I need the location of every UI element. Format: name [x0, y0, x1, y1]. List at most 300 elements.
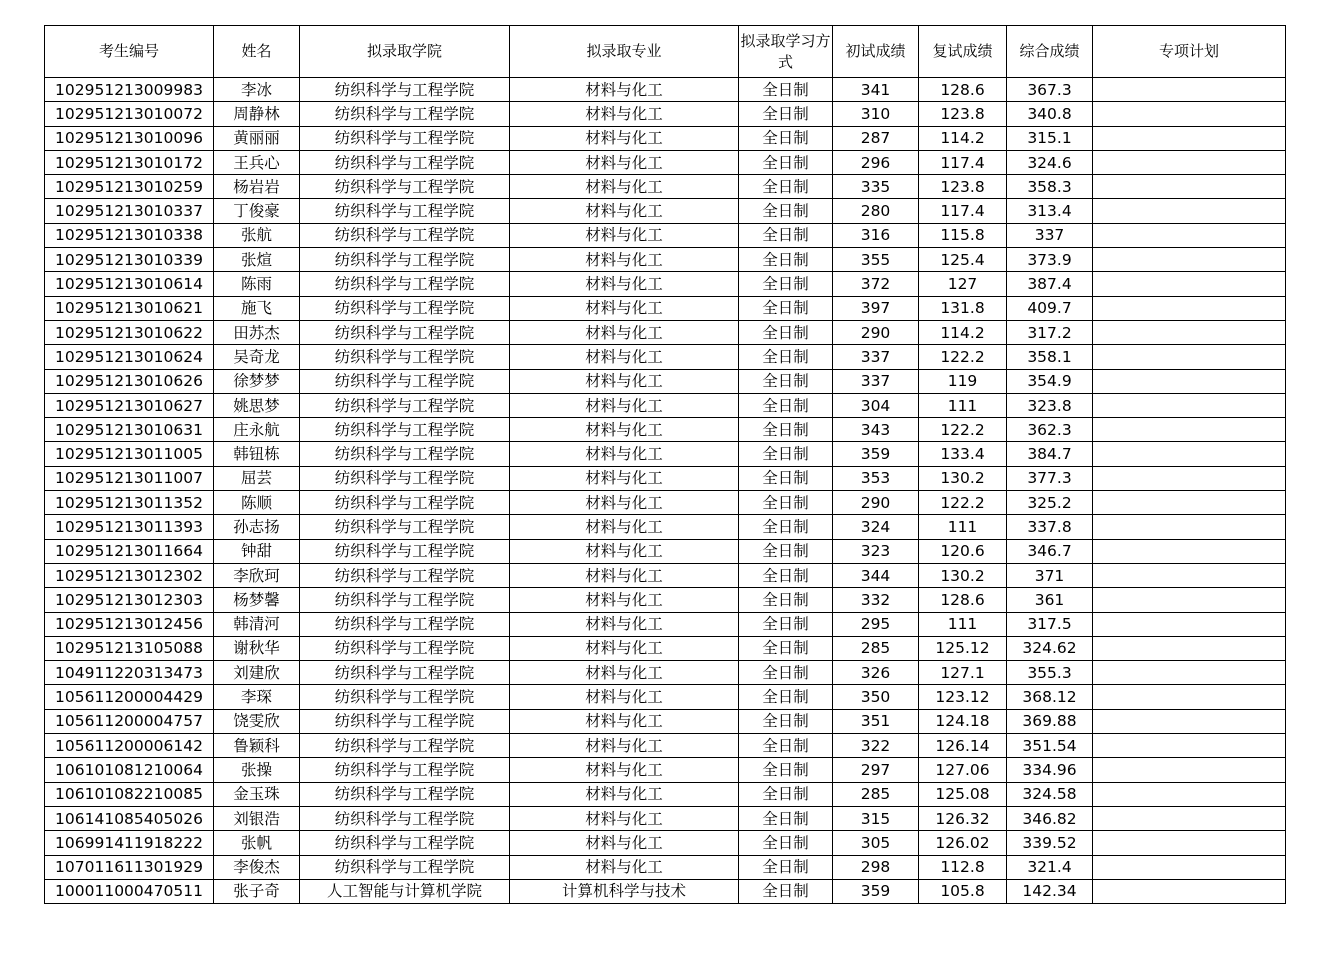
- table-row: [45, 709, 1286, 733]
- major-cell: 材料与化工: [510, 272, 739, 296]
- name-cell: 鲁颖科: [214, 734, 300, 758]
- study-mode-cell: 全日制: [739, 539, 833, 563]
- college-cell: 纺织科学与工程学院: [300, 126, 510, 150]
- name-cell: 王兵心: [214, 150, 300, 174]
- col-header-initial-score: 初试成绩: [833, 26, 919, 78]
- special-plan-cell: [1093, 466, 1286, 490]
- initial-score-cell: 397: [833, 296, 919, 320]
- major-cell: 材料与化工: [510, 393, 739, 417]
- table-row: [45, 272, 1286, 296]
- major-cell: 计算机科学与技术: [510, 879, 739, 903]
- retest-score-cell: 117.4: [919, 150, 1007, 174]
- name-cell: 陈雨: [214, 272, 300, 296]
- study-mode-cell: 全日制: [739, 102, 833, 126]
- retest-score-cell: 126.02: [919, 831, 1007, 855]
- candidate-id-cell: 102951213010631: [45, 418, 214, 442]
- special-plan-cell: [1093, 345, 1286, 369]
- total-score-cell: 346.82: [1007, 806, 1093, 830]
- candidate-id-cell: 102951213011005: [45, 442, 214, 466]
- retest-score-cell: 111: [919, 515, 1007, 539]
- special-plan-cell: [1093, 296, 1286, 320]
- college-cell: 纺织科学与工程学院: [300, 661, 510, 685]
- col-header-retest-score: 复试成绩: [919, 26, 1007, 78]
- study-mode-cell: 全日制: [739, 806, 833, 830]
- col-header-major: 拟录取专业: [510, 26, 739, 78]
- study-mode-cell: 全日制: [739, 345, 833, 369]
- name-cell: 屈芸: [214, 466, 300, 490]
- name-cell: 姚思梦: [214, 393, 300, 417]
- college-cell: 纺织科学与工程学院: [300, 782, 510, 806]
- total-score-cell: 361: [1007, 588, 1093, 612]
- candidate-id-cell: 100011000470511: [45, 879, 214, 903]
- table-row: [45, 248, 1286, 272]
- college-cell: 纺织科学与工程学院: [300, 320, 510, 344]
- study-mode-cell: 全日制: [739, 515, 833, 539]
- retest-score-cell: 122.2: [919, 418, 1007, 442]
- table-row: [45, 831, 1286, 855]
- initial-score-cell: 359: [833, 879, 919, 903]
- table-row: [45, 78, 1286, 102]
- retest-score-cell: 131.8: [919, 296, 1007, 320]
- college-cell: 纺织科学与工程学院: [300, 150, 510, 174]
- retest-score-cell: 128.6: [919, 588, 1007, 612]
- study-mode-cell: 全日制: [739, 272, 833, 296]
- total-score-cell: 367.3: [1007, 78, 1093, 102]
- candidate-id-cell: 105611200004429: [45, 685, 214, 709]
- major-cell: 材料与化工: [510, 442, 739, 466]
- initial-score-cell: 324: [833, 515, 919, 539]
- initial-score-cell: 323: [833, 539, 919, 563]
- special-plan-cell: [1093, 393, 1286, 417]
- candidate-id-cell: 102951213012302: [45, 563, 214, 587]
- name-cell: 韩清河: [214, 612, 300, 636]
- study-mode-cell: 全日制: [739, 709, 833, 733]
- retest-score-cell: 123.8: [919, 175, 1007, 199]
- major-cell: 材料与化工: [510, 102, 739, 126]
- table-row: [45, 685, 1286, 709]
- major-cell: 材料与化工: [510, 563, 739, 587]
- candidate-id-cell: 102951213010627: [45, 393, 214, 417]
- table-row: [45, 296, 1286, 320]
- college-cell: 纺织科学与工程学院: [300, 636, 510, 660]
- special-plan-cell: [1093, 248, 1286, 272]
- major-cell: 材料与化工: [510, 588, 739, 612]
- initial-score-cell: 337: [833, 345, 919, 369]
- initial-score-cell: 287: [833, 126, 919, 150]
- col-header-special-plan: 专项计划: [1093, 26, 1286, 78]
- total-score-cell: 358.1: [1007, 345, 1093, 369]
- college-cell: 纺织科学与工程学院: [300, 199, 510, 223]
- special-plan-cell: [1093, 855, 1286, 879]
- major-cell: 材料与化工: [510, 78, 739, 102]
- candidate-id-cell: 102951213012456: [45, 612, 214, 636]
- study-mode-cell: 全日制: [739, 296, 833, 320]
- retest-score-cell: 128.6: [919, 78, 1007, 102]
- initial-score-cell: 341: [833, 78, 919, 102]
- college-cell: 纺织科学与工程学院: [300, 345, 510, 369]
- name-cell: 施飞: [214, 296, 300, 320]
- retest-score-cell: 120.6: [919, 539, 1007, 563]
- special-plan-cell: [1093, 758, 1286, 782]
- retest-score-cell: 133.4: [919, 442, 1007, 466]
- table-row: [45, 879, 1286, 903]
- special-plan-cell: [1093, 102, 1286, 126]
- initial-score-cell: 315: [833, 806, 919, 830]
- study-mode-cell: 全日制: [739, 782, 833, 806]
- candidate-id-cell: 106141085405026: [45, 806, 214, 830]
- initial-score-cell: 350: [833, 685, 919, 709]
- total-score-cell: 325.2: [1007, 491, 1093, 515]
- college-cell: 纺织科学与工程学院: [300, 442, 510, 466]
- initial-score-cell: 298: [833, 855, 919, 879]
- table-row: [45, 855, 1286, 879]
- total-score-cell: 317.5: [1007, 612, 1093, 636]
- retest-score-cell: 127.06: [919, 758, 1007, 782]
- total-score-cell: 317.2: [1007, 320, 1093, 344]
- study-mode-cell: 全日制: [739, 369, 833, 393]
- major-cell: 材料与化工: [510, 539, 739, 563]
- total-score-cell: 355.3: [1007, 661, 1093, 685]
- candidate-id-cell: 102951213105088: [45, 636, 214, 660]
- college-cell: 纺织科学与工程学院: [300, 491, 510, 515]
- initial-score-cell: 296: [833, 150, 919, 174]
- total-score-cell: 340.8: [1007, 102, 1093, 126]
- major-cell: 材料与化工: [510, 612, 739, 636]
- name-cell: 庄永航: [214, 418, 300, 442]
- initial-score-cell: 344: [833, 563, 919, 587]
- total-score-cell: 337.8: [1007, 515, 1093, 539]
- name-cell: 李琛: [214, 685, 300, 709]
- table-row: [45, 418, 1286, 442]
- special-plan-cell: [1093, 150, 1286, 174]
- name-cell: 张煊: [214, 248, 300, 272]
- major-cell: 材料与化工: [510, 126, 739, 150]
- total-score-cell: 358.3: [1007, 175, 1093, 199]
- name-cell: 张航: [214, 223, 300, 247]
- major-cell: 材料与化工: [510, 758, 739, 782]
- name-cell: 田苏杰: [214, 320, 300, 344]
- major-cell: 材料与化工: [510, 782, 739, 806]
- candidate-id-cell: 102951213010339: [45, 248, 214, 272]
- major-cell: 材料与化工: [510, 248, 739, 272]
- special-plan-cell: [1093, 272, 1286, 296]
- initial-score-cell: 304: [833, 393, 919, 417]
- special-plan-cell: [1093, 539, 1286, 563]
- study-mode-cell: 全日制: [739, 223, 833, 247]
- name-cell: 李欣珂: [214, 563, 300, 587]
- college-cell: 纺织科学与工程学院: [300, 78, 510, 102]
- study-mode-cell: 全日制: [739, 636, 833, 660]
- candidate-id-cell: 102951213010072: [45, 102, 214, 126]
- major-cell: 材料与化工: [510, 175, 739, 199]
- name-cell: 陈顺: [214, 491, 300, 515]
- major-cell: 材料与化工: [510, 369, 739, 393]
- initial-score-cell: 353: [833, 466, 919, 490]
- study-mode-cell: 全日制: [739, 199, 833, 223]
- special-plan-cell: [1093, 661, 1286, 685]
- study-mode-cell: 全日制: [739, 418, 833, 442]
- special-plan-cell: [1093, 175, 1286, 199]
- study-mode-cell: 全日制: [739, 491, 833, 515]
- college-cell: 纺织科学与工程学院: [300, 369, 510, 393]
- study-mode-cell: 全日制: [739, 126, 833, 150]
- study-mode-cell: 全日制: [739, 685, 833, 709]
- total-score-cell: 323.8: [1007, 393, 1093, 417]
- college-cell: 纺织科学与工程学院: [300, 272, 510, 296]
- study-mode-cell: 全日制: [739, 855, 833, 879]
- special-plan-cell: [1093, 806, 1286, 830]
- initial-score-cell: 322: [833, 734, 919, 758]
- retest-score-cell: 125.4: [919, 248, 1007, 272]
- retest-score-cell: 123.12: [919, 685, 1007, 709]
- total-score-cell: 321.4: [1007, 855, 1093, 879]
- college-cell: 纺织科学与工程学院: [300, 539, 510, 563]
- special-plan-cell: [1093, 563, 1286, 587]
- admission-table: [44, 25, 1286, 904]
- retest-score-cell: 115.8: [919, 223, 1007, 247]
- name-cell: 张操: [214, 758, 300, 782]
- study-mode-cell: 全日制: [739, 78, 833, 102]
- total-score-cell: 384.7: [1007, 442, 1093, 466]
- college-cell: 人工智能与计算机学院: [300, 879, 510, 903]
- retest-score-cell: 122.2: [919, 491, 1007, 515]
- table-row: [45, 563, 1286, 587]
- retest-score-cell: 124.18: [919, 709, 1007, 733]
- major-cell: 材料与化工: [510, 418, 739, 442]
- major-cell: 材料与化工: [510, 150, 739, 174]
- initial-score-cell: 285: [833, 782, 919, 806]
- table-row: [45, 199, 1286, 223]
- retest-score-cell: 130.2: [919, 466, 1007, 490]
- name-cell: 张帆: [214, 831, 300, 855]
- initial-score-cell: 359: [833, 442, 919, 466]
- table-body: [45, 78, 1286, 904]
- initial-score-cell: 280: [833, 199, 919, 223]
- col-header-college: 拟录取学院: [300, 26, 510, 78]
- retest-score-cell: 114.2: [919, 320, 1007, 344]
- total-score-cell: 373.9: [1007, 248, 1093, 272]
- initial-score-cell: 343: [833, 418, 919, 442]
- table-row: [45, 369, 1286, 393]
- candidate-id-cell: 106101082210085: [45, 782, 214, 806]
- retest-score-cell: 111: [919, 612, 1007, 636]
- total-score-cell: 362.3: [1007, 418, 1093, 442]
- major-cell: 材料与化工: [510, 734, 739, 758]
- table-row: [45, 175, 1286, 199]
- candidate-id-cell: 102951213010624: [45, 345, 214, 369]
- candidate-id-cell: 106101081210064: [45, 758, 214, 782]
- total-score-cell: 377.3: [1007, 466, 1093, 490]
- study-mode-cell: 全日制: [739, 175, 833, 199]
- name-cell: 饶雯欣: [214, 709, 300, 733]
- initial-score-cell: 310: [833, 102, 919, 126]
- name-cell: 刘建欣: [214, 661, 300, 685]
- retest-score-cell: 123.8: [919, 102, 1007, 126]
- special-plan-cell: [1093, 199, 1286, 223]
- initial-score-cell: 351: [833, 709, 919, 733]
- table-row: [45, 636, 1286, 660]
- retest-score-cell: 111: [919, 393, 1007, 417]
- major-cell: 材料与化工: [510, 709, 739, 733]
- name-cell: 杨梦馨: [214, 588, 300, 612]
- name-cell: 李冰: [214, 78, 300, 102]
- table-header: [45, 26, 1286, 78]
- major-cell: 材料与化工: [510, 636, 739, 660]
- table-row: [45, 223, 1286, 247]
- table-row: [45, 126, 1286, 150]
- table-row: [45, 588, 1286, 612]
- candidate-id-cell: 102951213010622: [45, 320, 214, 344]
- special-plan-cell: [1093, 685, 1286, 709]
- special-plan-cell: [1093, 879, 1286, 903]
- total-score-cell: 337: [1007, 223, 1093, 247]
- candidate-id-cell: 102951213010614: [45, 272, 214, 296]
- table-row: [45, 782, 1286, 806]
- retest-score-cell: 127.1: [919, 661, 1007, 685]
- retest-score-cell: 126.32: [919, 806, 1007, 830]
- major-cell: 材料与化工: [510, 223, 739, 247]
- retest-score-cell: 126.14: [919, 734, 1007, 758]
- total-score-cell: 409.7: [1007, 296, 1093, 320]
- name-cell: 钟甜: [214, 539, 300, 563]
- study-mode-cell: 全日制: [739, 393, 833, 417]
- name-cell: 杨岩岩: [214, 175, 300, 199]
- retest-score-cell: 122.2: [919, 345, 1007, 369]
- candidate-id-cell: 106991411918222: [45, 831, 214, 855]
- table-row: [45, 345, 1286, 369]
- table-row: [45, 734, 1286, 758]
- college-cell: 纺织科学与工程学院: [300, 612, 510, 636]
- major-cell: 材料与化工: [510, 296, 739, 320]
- special-plan-cell: [1093, 442, 1286, 466]
- college-cell: 纺织科学与工程学院: [300, 734, 510, 758]
- special-plan-cell: [1093, 223, 1286, 247]
- table-row: [45, 806, 1286, 830]
- major-cell: 材料与化工: [510, 831, 739, 855]
- candidate-id-cell: 102951213012303: [45, 588, 214, 612]
- study-mode-cell: 全日制: [739, 320, 833, 344]
- table-row: [45, 320, 1286, 344]
- special-plan-cell: [1093, 78, 1286, 102]
- total-score-cell: 346.7: [1007, 539, 1093, 563]
- major-cell: 材料与化工: [510, 806, 739, 830]
- study-mode-cell: 全日制: [739, 612, 833, 636]
- total-score-cell: 313.4: [1007, 199, 1093, 223]
- study-mode-cell: 全日制: [739, 466, 833, 490]
- candidate-id-cell: 102951213010621: [45, 296, 214, 320]
- college-cell: 纺织科学与工程学院: [300, 758, 510, 782]
- table-row: [45, 661, 1286, 685]
- total-score-cell: 354.9: [1007, 369, 1093, 393]
- special-plan-cell: [1093, 734, 1286, 758]
- name-cell: 刘银浩: [214, 806, 300, 830]
- total-score-cell: 324.6: [1007, 150, 1093, 174]
- col-header-name: 姓名: [214, 26, 300, 78]
- total-score-cell: 315.1: [1007, 126, 1093, 150]
- initial-score-cell: 326: [833, 661, 919, 685]
- total-score-cell: 324.62: [1007, 636, 1093, 660]
- total-score-cell: 334.96: [1007, 758, 1093, 782]
- study-mode-cell: 全日制: [739, 588, 833, 612]
- candidate-id-cell: 107011611301929: [45, 855, 214, 879]
- table-row: [45, 612, 1286, 636]
- retest-score-cell: 125.12: [919, 636, 1007, 660]
- retest-score-cell: 105.8: [919, 879, 1007, 903]
- study-mode-cell: 全日制: [739, 831, 833, 855]
- retest-score-cell: 114.2: [919, 126, 1007, 150]
- total-score-cell: 351.54: [1007, 734, 1093, 758]
- table-row: [45, 466, 1286, 490]
- initial-score-cell: 297: [833, 758, 919, 782]
- college-cell: 纺织科学与工程学院: [300, 393, 510, 417]
- candidate-id-cell: 102951213010259: [45, 175, 214, 199]
- table-row: [45, 150, 1286, 174]
- college-cell: 纺织科学与工程学院: [300, 855, 510, 879]
- study-mode-cell: 全日制: [739, 442, 833, 466]
- table-row: [45, 393, 1286, 417]
- major-cell: 材料与化工: [510, 661, 739, 685]
- table-row: [45, 442, 1286, 466]
- college-cell: 纺织科学与工程学院: [300, 709, 510, 733]
- retest-score-cell: 125.08: [919, 782, 1007, 806]
- college-cell: 纺织科学与工程学院: [300, 418, 510, 442]
- candidate-id-cell: 102951213010172: [45, 150, 214, 174]
- candidate-id-cell: 102951213011664: [45, 539, 214, 563]
- candidate-id-cell: 102951213011352: [45, 491, 214, 515]
- college-cell: 纺织科学与工程学院: [300, 102, 510, 126]
- table-row: [45, 515, 1286, 539]
- major-cell: 材料与化工: [510, 466, 739, 490]
- header-row: [45, 26, 1286, 78]
- initial-score-cell: 290: [833, 320, 919, 344]
- special-plan-cell: [1093, 491, 1286, 515]
- special-plan-cell: [1093, 636, 1286, 660]
- retest-score-cell: 119: [919, 369, 1007, 393]
- special-plan-cell: [1093, 126, 1286, 150]
- total-score-cell: 368.12: [1007, 685, 1093, 709]
- college-cell: 纺织科学与工程学院: [300, 563, 510, 587]
- initial-score-cell: 355: [833, 248, 919, 272]
- major-cell: 材料与化工: [510, 855, 739, 879]
- initial-score-cell: 337: [833, 369, 919, 393]
- major-cell: 材料与化工: [510, 345, 739, 369]
- college-cell: 纺织科学与工程学院: [300, 296, 510, 320]
- total-score-cell: 387.4: [1007, 272, 1093, 296]
- retest-score-cell: 127: [919, 272, 1007, 296]
- name-cell: 丁俊豪: [214, 199, 300, 223]
- candidate-id-cell: 102951213010096: [45, 126, 214, 150]
- major-cell: 材料与化工: [510, 685, 739, 709]
- name-cell: 黄丽丽: [214, 126, 300, 150]
- name-cell: 周静林: [214, 102, 300, 126]
- total-score-cell: 339.52: [1007, 831, 1093, 855]
- candidate-id-cell: 102951213010337: [45, 199, 214, 223]
- special-plan-cell: [1093, 418, 1286, 442]
- total-score-cell: 324.58: [1007, 782, 1093, 806]
- retest-score-cell: 117.4: [919, 199, 1007, 223]
- special-plan-cell: [1093, 369, 1286, 393]
- major-cell: 材料与化工: [510, 320, 739, 344]
- college-cell: 纺织科学与工程学院: [300, 588, 510, 612]
- name-cell: 金玉珠: [214, 782, 300, 806]
- study-mode-cell: 全日制: [739, 248, 833, 272]
- candidate-id-cell: 105611200006142: [45, 734, 214, 758]
- major-cell: 材料与化工: [510, 515, 739, 539]
- major-cell: 材料与化工: [510, 199, 739, 223]
- college-cell: 纺织科学与工程学院: [300, 806, 510, 830]
- candidate-id-cell: 102951213010338: [45, 223, 214, 247]
- name-cell: 李俊杰: [214, 855, 300, 879]
